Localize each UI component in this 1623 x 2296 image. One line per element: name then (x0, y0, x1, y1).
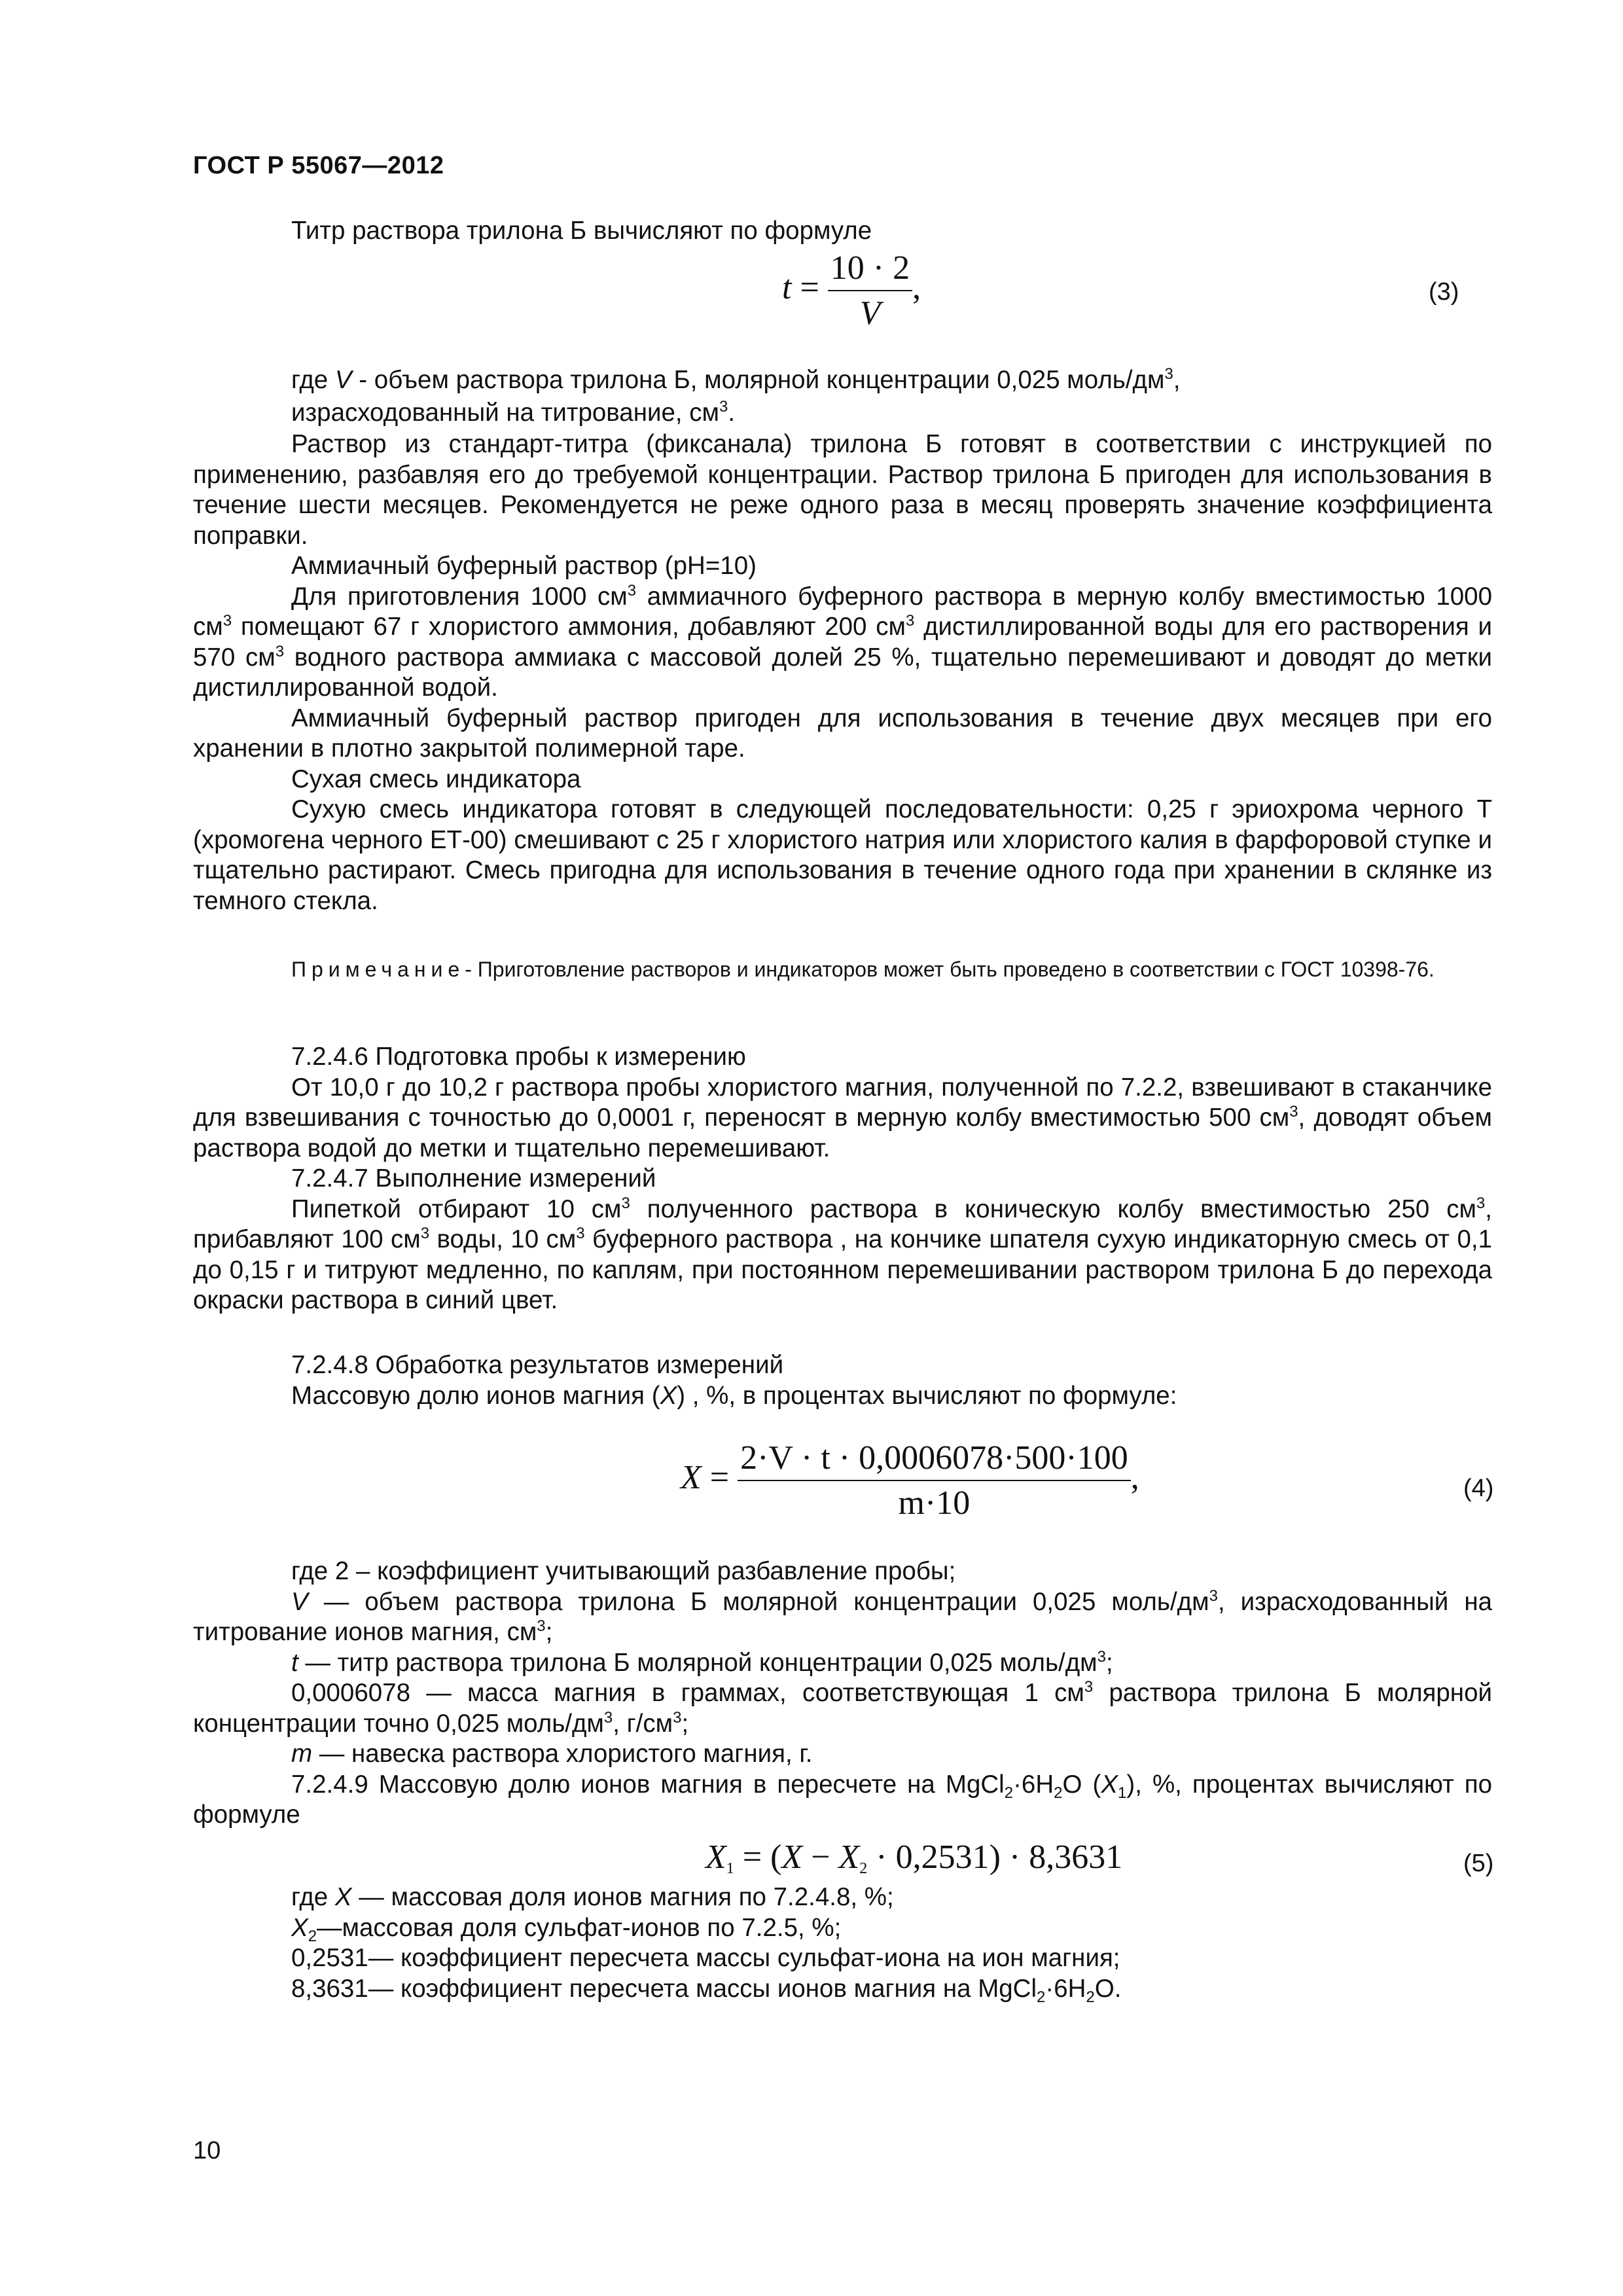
formula-3: t = $\frac{10 \cdot 2}{V}$ , (782, 249, 921, 332)
formula-5: $X_1 = (X - X_2 \cdot 0,2531) \cdot 8,3631$ (705, 1839, 1123, 1877)
paragraph-buffer-storage: Аммиачный буферный раствор пригоден для использования в течение двух месяцев при его хранении в плотно закрытой полимерной таре. (193, 704, 1492, 762)
note: Примечание- Приготовление растворов и индикаторов может быть проведено в соответствии с ГОСТ 10398-76. (291, 958, 1435, 981)
paragraph-7246: От 10,0 г до 10,2 г раствора пробы хлористого магния, полученной по 7.2.2, взвешивают в стаканчике для взвешивания с точностью до 0,0001 г, переносят в мерную колбу вместимостью 500 $см^3$, доводят объем раствора водой до метки и тщательно перемешивают. (193, 1073, 1492, 1162)
paragraph-7249: 7.2.4.9 Массовую долю ионов магния в пересчете на $MgCl_2\cdot 6H_2O$ $(X_1)$, %, процентах вычисляют по формуле (193, 1770, 1493, 1829)
formula3-where-line2: израсходованный на титрование, $см^3$. (291, 398, 736, 427)
formula3-numerator: 10 · 2 (828, 249, 912, 291)
formula4-lhs: X (681, 1458, 702, 1496)
section-7246-7247 (193, 1042, 1492, 1316)
paragraph-dry-mix: Сухую смесь индикатора готовят в следующей последовательности: 0,25 г эриохрома черного Т (хромогена черного ЕТ-00) смешивают с 25 г хлористого натрия или хлористого калия в фарфоровой ступке и тщательно растирают. Смесь пригодна для использования в течение одного года при хранении в склянке из темного стекла. (193, 795, 1492, 915)
formula4-denominator: m·10 (898, 1484, 971, 1522)
where-t: t — титр раствора трилона Б молярной концентрации 0,025 моль/$дм^3$; (291, 1647, 1113, 1677)
formula3-lhs: t (782, 268, 792, 306)
heading-7246: 7.2.4.6 Подготовка пробы к измерению (291, 1043, 746, 1071)
where-x: где X — массовая доля ионов магния по 7.2.4.8, %; (291, 1883, 894, 1911)
note-label: Примечание (291, 958, 465, 981)
where-m: m — навеска раствора хлористого магния, г. (291, 1740, 813, 1768)
formula4-fraction (738, 1439, 1131, 1522)
formula-4: X = $\frac{2\cdot V \cdot t \cdot 0,0006078\cdot 500\cdot 100}{m\cdot 10}$ , (681, 1439, 1139, 1522)
formula3-number: (3) (1429, 278, 1459, 306)
where-v: V — объем раствора трилона Б молярной концентрации 0,025 моль/$дм^3$, израсходованный на титрование ионов магния, $см^3$; (193, 1587, 1493, 1646)
section-7249-where (193, 1882, 1492, 2004)
paragraph-7247: Пипеткой отбирают 10 $см^3$ полученного раствора в коническую колбу вместимостью 250 $см^3$, прибавляют 100 $см^3$ воды, 10 $см^3$ буферного раствора , на кончике шпателя сухую индикаторную смесь от 0,1 до 0,15 г и титруют медленно, по каплям, при постоянном перемешивании раствором трилона Б до перехода окраски раствора в синий цвет. (193, 1194, 1492, 1314)
where-coef-8-3631: 8,3631— коэффициент пересчета массы ионов магния на $MgCl_2\cdot 6H_2O$. (291, 1974, 1122, 2006)
document-header: ГОСТ Р 55067—2012 (193, 152, 444, 179)
heading-buffer: Аммиачный буферный раствор (рН=10) (291, 552, 757, 580)
where-coef-2: где 2 – коэффициент учитывающий разбавление пробы; (291, 1557, 956, 1585)
formula3-where: где V - объем раствора трилона Б, молярной концентрации 0,025 моль/$дм^3$, (291, 365, 1181, 394)
heading-7247: 7.2.4.7 Выполнение измерений (291, 1164, 656, 1193)
formula3-denominator: V (859, 295, 881, 332)
page-number: 10 (193, 2137, 221, 2164)
where-constant: 0,0006078 — масса магния в граммах, соответствующая 1 $см^3$ раствора трилона Б молярной концентрации точно 0,025 моль/$дм^3$, $г/см^3$; (193, 1678, 1492, 1738)
note-text: Приготовление растворов и индикаторов может быть проведено в соответствии с ГОСТ 10398-76. (477, 958, 1435, 981)
paragraph-7248-intro: Массовую долю ионов магния (X) , %, в процентах вычисляют по формуле: (291, 1381, 1177, 1410)
where-x2: $X_2—массовая$ доля сульфат-ионов по 7.2.5, %; (291, 1913, 842, 1945)
formula3-intro: Титр раствора трилона Б вычисляют по формуле (291, 217, 872, 245)
heading-dry-mix: Сухая смесь индикатора (291, 764, 581, 793)
paragraph-buffer: Для приготовления 1000 $см^3$ аммиачного буферного раствора в мерную колбу вместимостью 1000 $см^3$ помещают 67 г хлористого аммония, добавляют 200 $см^3$ дистиллированной воды для его растворения и 570 $см^3$ водного раствора аммиака с массовой долей 25 %, тщательно перемешивают и доводят до метки дистиллированной водой. (193, 581, 1492, 702)
paragraph-standart-titr: Раствор из стандарт-титра (фиксанала) трилона Б готовят в соответствии с инструкцией по применению, разбавляя его до требуемой концентрации. Раствор трилона Б пригоден для использования в течение шести месяцев. Рекомендуется не реже одного раза в месяц проверять значение коэффициента поправки. (193, 430, 1492, 550)
section-7248-where (193, 1556, 1492, 1831)
formula4-numerator: 2·V · t · 0,0006078·500·100 (738, 1439, 1131, 1481)
where-coef-0-2531: 0,2531— коэффициент пересчета массы сульфат-иона на ион магния; (291, 1944, 1120, 1972)
formula4-number: (4) (1463, 1475, 1494, 1502)
heading-7248: 7.2.4.8 Обработка результатов измерений (291, 1351, 784, 1379)
formula3-fraction (828, 249, 912, 332)
section-7248-heading (193, 1350, 1492, 1411)
formula5-number: (5) (1463, 1850, 1494, 1877)
text-block-solutions (193, 429, 1492, 916)
